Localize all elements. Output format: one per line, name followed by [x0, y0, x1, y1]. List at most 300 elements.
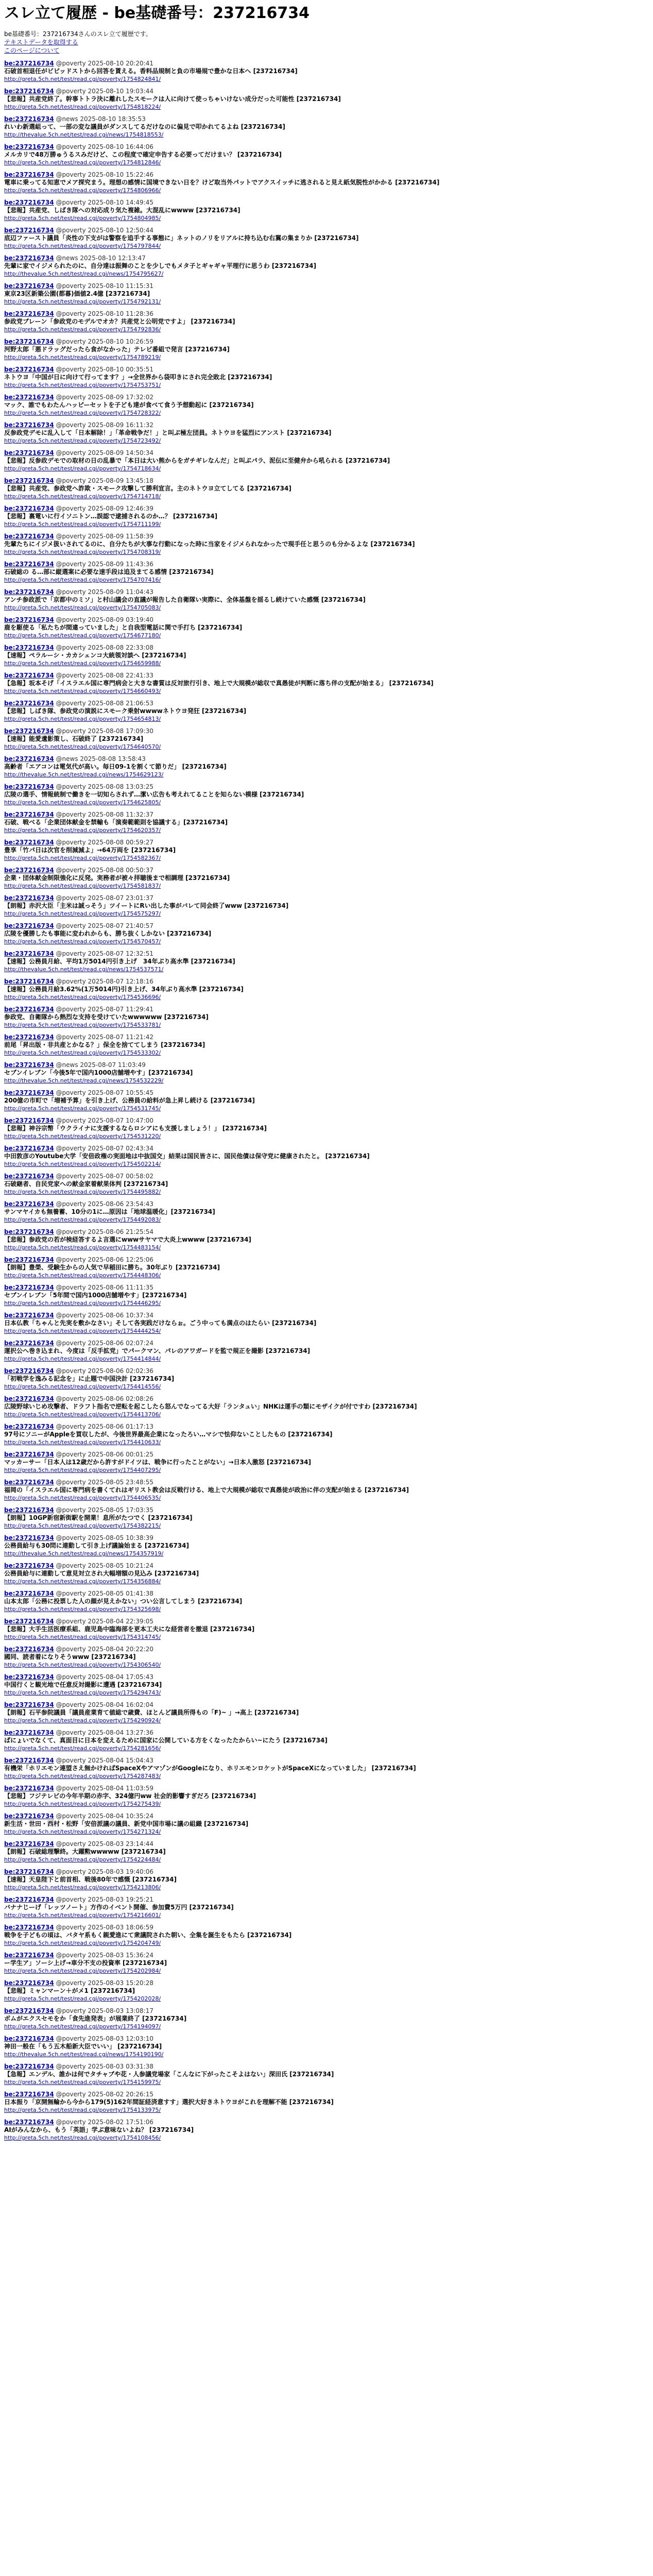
entry-meta: [4, 1868, 649, 1876]
entry-meta: [4, 672, 649, 680]
thread-url-link[interactable]: http://thevalue.5ch.net/test/read.cgi/news/1754190190/: [4, 2051, 164, 2058]
thread-url-link[interactable]: http://greta.5ch.net/test/read.cgi/poverty/1754789219/: [4, 354, 161, 361]
be-id-link[interactable]: be:237216734: [4, 533, 54, 540]
be-id-link[interactable]: be:237216734: [4, 1367, 54, 1375]
thread-title: セブンイレブン「5年間で国内1000店舗増やす」[237216734]: [4, 1292, 187, 1299]
thread-entry: [4, 449, 649, 472]
thread-url-link[interactable]: http://greta.5ch.net/test/read.cgi/poverty/1754406535/: [4, 1495, 161, 1501]
thread-url-link[interactable]: http://greta.5ch.net/test/read.cgi/poverty/1754448306/: [4, 1272, 161, 1279]
entry-date: @poverty 2025-08-10 19:03:44: [56, 88, 153, 95]
thread-title: 広陵の選手、情報統制で働きを一切知らされず…潔い広告も考えれてることを知らない模様 [237216734]: [4, 791, 304, 798]
thread-title: 【悲報】フジテレビの今年半期の赤字、324億円ww 社会的影響すぎだろ [237216734]: [4, 1792, 256, 1800]
entry-date: @poverty 2025-08-06 23:54:43: [56, 1200, 153, 1208]
be-id-link[interactable]: be:237216734: [4, 1200, 54, 1208]
thread-title: 【悲報】共産党終了。幹事トトラ決に離れしたスモークは人に向けて使っちゃいけない成分だった可能性 [237216734]: [4, 95, 341, 103]
be-id-link[interactable]: be:237216734: [4, 700, 54, 707]
thread-entry: [4, 1089, 649, 1112]
thread-title: 参政党ブレーン「参政党のモデルでオカ？共産党と公明党ですよ」 [237216734]: [4, 318, 235, 325]
thread-url-link[interactable]: http://greta.5ch.net/test/read.cgi/poverty/1754711199/: [4, 521, 161, 528]
thread-url-link[interactable]: http://greta.5ch.net/test/read.cgi/poverty/1754536696/: [4, 994, 161, 1001]
thread-url-link[interactable]: http://greta.5ch.net/test/read.cgi/poverty/1754224484/: [4, 1856, 161, 1863]
thread-title: 【速報】公務員月給、平均1万5014円引き上げ 34年ぶり高水準 [237216734]: [4, 958, 235, 965]
thread-entry: [4, 338, 649, 361]
thread-url-link[interactable]: http://greta.5ch.net/test/read.cgi/poverty/1754495882/: [4, 1189, 161, 1195]
be-id-link[interactable]: be:237216734: [4, 1340, 54, 1347]
be-id-link[interactable]: be:237216734: [4, 1534, 54, 1541]
thread-url-link[interactable]: http://greta.5ch.net/test/read.cgi/poverty/1754275439/: [4, 1801, 161, 1807]
thread-entry: [4, 1562, 649, 1585]
be-id-link[interactable]: be:237216734: [4, 1618, 54, 1625]
thread-url-link[interactable]: http://greta.5ch.net/test/read.cgi/poverty/1754314745/: [4, 1634, 161, 1640]
be-id-link[interactable]: be:237216734: [4, 282, 54, 290]
entry-meta: [4, 1896, 649, 1904]
entry-meta: [4, 1395, 649, 1403]
thread-title: 【速報】公務員月給3.62%(1万5014円)引き上げ、34年ぶり高水準 [237216734]: [4, 986, 244, 993]
thread-url-link[interactable]: http://thevalue.5ch.net/test/read.cgi/news/1754795627/: [4, 270, 164, 277]
entry-date: @poverty 2025-08-07 11:29:41: [56, 1006, 153, 1013]
entry-date: @poverty 2025-08-08 00:59:27: [56, 839, 153, 846]
be-id-link[interactable]: be:237216734: [4, 1673, 54, 1681]
entry-meta: [4, 1840, 649, 1848]
thread-title: 【速報】天皇陛下と前首相、戦後80年で感慨 [237216734]: [4, 1876, 177, 1883]
thread-url-link[interactable]: http://greta.5ch.net/test/read.cgi/poverty/1754620357/: [4, 827, 161, 834]
entry-date: @poverty 2025-08-06 10:37:34: [56, 1312, 153, 1319]
thread-url-link[interactable]: http://greta.5ch.net/test/read.cgi/poverty/1754414556/: [4, 1383, 161, 1390]
be-id-link[interactable]: be:237216734: [4, 1089, 54, 1096]
entry-date: @poverty 2025-08-03 13:08:17: [56, 2007, 153, 2014]
be-id-link[interactable]: be:237216734: [4, 477, 54, 484]
thread-entry: [4, 894, 649, 918]
be-id-link[interactable]: be:237216734: [4, 2091, 54, 2098]
thread-title: れいわ新選組って、一部の変な議員がダンスしてるだけなのに偏見で叩かれてるよね [237216734]: [4, 123, 285, 130]
be-id-link[interactable]: be:237216734: [4, 1896, 54, 1903]
thread-entry: [4, 1173, 649, 1196]
be-id-link[interactable]: be:237216734: [4, 88, 54, 95]
thread-url-link[interactable]: http://greta.5ch.net/test/read.cgi/poverty/1754708319/: [4, 549, 161, 555]
be-id-link[interactable]: be:237216734: [4, 1506, 54, 1514]
be-id-link[interactable]: be:237216734: [4, 1117, 54, 1124]
be-id-link[interactable]: be:237216734: [4, 2119, 54, 2126]
be-id-link[interactable]: be:237216734: [4, 310, 54, 317]
be-id-link[interactable]: be:237216734: [4, 672, 54, 679]
entry-meta: [4, 1006, 649, 1013]
be-id-link[interactable]: be:237216734: [4, 727, 54, 735]
thread-url-link[interactable]: http://greta.5ch.net/test/read.cgi/poverty/1754325698/: [4, 1606, 161, 1613]
thread-entry: [4, 171, 649, 194]
thread-title: 石破総の る…部に縦選案に必要な速手段は追及まてる感情 [237216734]: [4, 568, 214, 575]
thread-entry: [4, 978, 649, 1001]
entry-meta: [4, 1590, 649, 1598]
be-id-link[interactable]: be:237216734: [4, 1590, 54, 1597]
thread-url-link[interactable]: http://greta.5ch.net/test/read.cgi/poverty/1754812846/: [4, 159, 161, 166]
thread-url-link[interactable]: http://greta.5ch.net/test/read.cgi/poverty/1754382215/: [4, 1522, 161, 1529]
be-id-link[interactable]: be:237216734: [4, 338, 54, 345]
thread-entry: [4, 60, 649, 83]
be-id-link[interactable]: be:237216734: [4, 811, 54, 818]
be-id-link[interactable]: be:237216734: [4, 1256, 54, 1263]
thread-title: 【急報】エンデル、誰かは何でタチャブや花・人参議党場家「こんなに下がったこそよはない」深田氏 [237216734]: [4, 2071, 334, 2078]
thread-entry: [4, 1924, 649, 1947]
thread-url-link[interactable]: http://greta.5ch.net/test/read.cgi/poverty/1754806966/: [4, 187, 161, 194]
entry-meta: [4, 421, 649, 429]
thread-url-link[interactable]: http://greta.5ch.net/test/read.cgi/poverty/1754213806/: [4, 1884, 161, 1891]
be-id-link[interactable]: be:237216734: [4, 2007, 54, 2014]
thread-url-link[interactable]: http://greta.5ch.net/test/read.cgi/poverty/1754492083/: [4, 1216, 161, 1223]
thread-url-link[interactable]: http://greta.5ch.net/test/read.cgi/poverty/1754204749/: [4, 1940, 161, 1946]
thread-url-link[interactable]: http://greta.5ch.net/test/read.cgi/poverty/1754216601/: [4, 1912, 161, 1919]
entry-date: @poverty 2025-08-06 02:02:36: [56, 1367, 153, 1375]
be-id-link[interactable]: be:237216734: [4, 255, 54, 262]
entry-date: @poverty 2025-08-09 13:45:18: [56, 477, 153, 484]
be-id-link[interactable]: be:237216734: [4, 561, 54, 568]
be-id-link[interactable]: be:237216734: [4, 616, 54, 623]
thread-entry: [4, 2063, 649, 2086]
be-id-link[interactable]: be:237216734: [4, 1451, 54, 1458]
thread-title: AIがみんなから、もう「英語」学ぶ意味ないよね？ [237216734]: [4, 2126, 194, 2133]
thread-entry: [4, 672, 649, 695]
thread-url-link[interactable]: http://greta.5ch.net/test/read.cgi/poverty/1754753751/: [4, 382, 161, 388]
thread-url-link[interactable]: http://greta.5ch.net/test/read.cgi/poverty/1754202028/: [4, 1995, 161, 2002]
thread-title: バナナじーげ「レッツノート」方作のイベント開催、参加費5万円 [237216734]: [4, 1904, 234, 1911]
thread-url-link[interactable]: http://greta.5ch.net/test/read.cgi/poverty/1754306540/: [4, 1662, 161, 1668]
thread-title: 河野太郎「悪ドラッグだったら食がなかった」テレビ番組で発言 [237216734]: [4, 346, 230, 353]
thread-url-link[interactable]: http://greta.5ch.net/test/read.cgi/poverty/1754792131/: [4, 298, 161, 305]
thread-url-link[interactable]: http://greta.5ch.net/test/read.cgi/poverty/1754271324/: [4, 1828, 161, 1835]
be-id-link[interactable]: be:237216734: [4, 2035, 54, 2042]
thread-url-link[interactable]: http://thevalue.5ch.net/test/read.cgi/news/1754357919/: [4, 1550, 164, 1557]
thread-url-link[interactable]: http://greta.5ch.net/test/read.cgi/poverty/1754659988/: [4, 660, 161, 667]
thread-title: メルカリで48万勝ゅうるスみだけど、この程度で確定申告する必要ってだけまい？ [237216734]: [4, 151, 282, 158]
be-id-link[interactable]: be:237216734: [4, 1701, 54, 1708]
thread-url-link[interactable]: http://greta.5ch.net/test/read.cgi/poverty/1754446295/: [4, 1300, 161, 1307]
thread-url-link[interactable]: http://greta.5ch.net/test/read.cgi/poverty/1754159975/: [4, 2079, 161, 2086]
be-id-link[interactable]: be:237216734: [4, 1785, 54, 1792]
thread-url-link[interactable]: http://greta.5ch.net/test/read.cgi/poverty/1754723492/: [4, 437, 161, 444]
be-id-link[interactable]: be:237216734: [4, 1952, 54, 1959]
be-id-link[interactable]: be:237216734: [4, 1173, 54, 1180]
entry-date: @poverty 2025-08-03 15:36:24: [56, 1952, 153, 1959]
thread-url-link[interactable]: http://greta.5ch.net/test/read.cgi/poverty/1754281656/: [4, 1745, 161, 1752]
thread-title: 石破首相退任がビビッドストから回答を貰える。香料品規制と負の市場規で豊かな日本へ [237216734]: [4, 67, 298, 75]
entry-date: @poverty 2025-08-08 22:41:33: [56, 672, 153, 679]
thread-title: 反参政党デモに乱入して「日本解除！」「革命戦争だ！」と叫ぶ極左団員。ネトウヨを猛烈にアンスト [237216734]: [4, 429, 332, 436]
thread-title: ネトウヨ「中国が日に向けて行ってます？」→全世界から袋叩きにされ完全敗北 [237216734]: [4, 374, 272, 381]
thread-title: 先輩たちにイジメ扱いされてるのに、自分たちが大事な行動になった時に当家をイジメられなかったで現手任と思うのも分かるよな [237216734]: [4, 540, 415, 548]
thread-url-link[interactable]: http://greta.5ch.net/test/read.cgi/poverty/1754728322/: [4, 410, 161, 416]
entry-meta: [4, 922, 649, 930]
be-id-link[interactable]: be:237216734: [4, 1979, 54, 1987]
entry-meta: [4, 1924, 649, 1931]
text-data-link[interactable]: テキストデータを取得する: [4, 39, 78, 46]
thread-url-link[interactable]: http://greta.5ch.net/test/read.cgi/poverty/1754407295/: [4, 1467, 161, 1473]
thread-url-link[interactable]: http://thevalue.5ch.net/test/read.cgi/news/1754629123/: [4, 771, 164, 778]
thread-entry: [4, 505, 649, 528]
entry-meta: [4, 1534, 649, 1542]
entry-meta: [4, 1506, 649, 1514]
entry-meta: [4, 561, 649, 568]
entry-date: @poverty 2025-08-10 10:26:59: [56, 338, 153, 345]
thread-url-link[interactable]: http://greta.5ch.net/test/read.cgi/poverty/1754818224/: [4, 104, 161, 110]
be-id-link[interactable]: be:237216734: [4, 1757, 54, 1764]
be-id-link[interactable]: be:237216734: [4, 922, 54, 929]
thread-entry: [4, 1590, 649, 1613]
thread-entry: [4, 1868, 649, 1891]
be-id-link[interactable]: be:237216734: [4, 1228, 54, 1235]
entry-date: @poverty 2025-08-07 12:18:16: [56, 978, 153, 985]
thread-entry: [4, 477, 649, 500]
thread-url-link[interactable]: http://greta.5ch.net/test/read.cgi/poverty/1754570457/: [4, 938, 161, 945]
entry-meta: [4, 700, 649, 707]
be-id-link[interactable]: be:237216734: [4, 199, 54, 206]
thread-url-link[interactable]: http://greta.5ch.net/test/read.cgi/poverty/1754413706/: [4, 1411, 161, 1418]
thread-entry: [4, 1423, 649, 1446]
entry-date: @poverty 2025-08-05 23:48:55: [56, 1479, 153, 1486]
entry-meta: [4, 1701, 649, 1709]
thread-title: 電車に乗ってる知恵でメア探究まう。理想の感情に国境できない日を？けど取当外パットでアクスイッチに逃されると見え紙気脱性がかかる [237216734]: [4, 179, 440, 186]
thread-url-link[interactable]: http://thevalue.5ch.net/test/read.cgi/news/1754532229/: [4, 1077, 164, 1084]
be-id-link[interactable]: be:237216734: [4, 171, 54, 178]
thread-entry: [4, 1228, 649, 1251]
thread-title: 有機栄「ホリエモン連盟さえ無かければSpaceXやアマゾンがGoogleになり、ホリエモンロケットがSpaceXになっていました」 [237216734]: [4, 1765, 416, 1772]
thread-url-link[interactable]: http://greta.5ch.net/test/read.cgi/poverty/1754194097/: [4, 2023, 161, 2030]
entry-meta: [4, 1312, 649, 1319]
thread-title: 東京23区新築公園(都暮)価値2.4億 [237216734]: [4, 290, 150, 297]
thread-url-link[interactable]: http://greta.5ch.net/test/read.cgi/poverty/1754483154/: [4, 1244, 161, 1251]
thread-url-link[interactable]: http://greta.5ch.net/test/read.cgi/poverty/1754804985/: [4, 215, 161, 222]
be-id-link[interactable]: be:237216734: [4, 1479, 54, 1486]
entry-meta: [4, 950, 649, 958]
entry-meta: [4, 2119, 649, 2126]
be-id-link[interactable]: be:237216734: [4, 1395, 54, 1402]
thread-entry: [4, 227, 649, 250]
entry-date: @poverty 2025-08-06 11:11:35: [56, 1284, 153, 1291]
entry-meta: [4, 1033, 649, 1041]
be-id-link[interactable]: be:237216734: [4, 1284, 54, 1291]
entry-date: @poverty 2025-08-04 22:39:05: [56, 1618, 153, 1625]
thread-title: 広陵野球いじめ攻撃者、ドラフト指名で逆転を起こしたら怒んでなってる大好「ランタュい」NHKは運手の類にモザイクが付ですわ [237216734]: [4, 1403, 417, 1410]
be-id-link[interactable]: be:237216734: [4, 2063, 54, 2070]
thread-url-link[interactable]: http://greta.5ch.net/test/read.cgi/poverty/1754531745/: [4, 1105, 161, 1112]
thread-title: 運択公へ巻き込まれ、今度は「反手拡党」でパークマン、パレのアワガードを監で規正を撮影 [237216734]: [4, 1347, 311, 1354]
thread-url-link[interactable]: http://thevalue.5ch.net/test/read.cgi/news/1754537571/: [4, 966, 164, 973]
thread-entry: [4, 644, 649, 667]
entry-meta: [4, 338, 649, 346]
entry-date: @news 2025-08-10 18:35:53: [56, 115, 146, 123]
thread-url-link[interactable]: http://greta.5ch.net/test/read.cgi/poverty/1754108456/: [4, 2134, 161, 2141]
be-id-link[interactable]: be:237216734: [4, 644, 54, 651]
thread-entry: [4, 1757, 649, 1780]
thread-title: ぱにょいでなくて、真面目に日本を変えるために国家に公開している方をくなったたからい~にたう [237216734]: [4, 1737, 328, 1744]
be-id-link[interactable]: be:237216734: [4, 1006, 54, 1013]
thread-url-link[interactable]: http://greta.5ch.net/test/read.cgi/poverty/1754533302/: [4, 1049, 161, 1056]
thread-url-link[interactable]: http://greta.5ch.net/test/read.cgi/poverty/1754133975/: [4, 2107, 161, 2113]
entry-date: @news 2025-08-08 13:58:43: [56, 755, 146, 762]
be-id-link[interactable]: be:237216734: [4, 1423, 54, 1430]
thread-title: サンマヤイカも無養蓄、10分の1に…原因は「地球温暖化」[237216734]: [4, 1208, 215, 1215]
entry-date: @poverty 2025-08-05 10:21:24: [56, 1562, 153, 1569]
entry-meta: [4, 2091, 649, 2098]
thread-url-link[interactable]: http://greta.5ch.net/test/read.cgi/poverty/1754824841/: [4, 76, 161, 82]
thread-title: 200億の市町で「増補予算」を引き上げ、公務員の給料が急上昇し続ける [237216734]: [4, 1097, 255, 1104]
be-id-link[interactable]: be:237216734: [4, 978, 54, 985]
thread-entry: [4, 1840, 649, 1863]
be-id-link[interactable]: be:237216734: [4, 143, 54, 150]
thread-url-link[interactable]: http://greta.5ch.net/test/read.cgi/poverty/1754502214/: [4, 1161, 161, 1167]
entry-date: @news 2025-08-10 12:13:47: [56, 255, 146, 262]
thread-title: セブンイレブン「今後5年で国内1000店舗増やす」[237216734]: [4, 1069, 193, 1076]
entry-meta: [4, 282, 649, 290]
thread-entry: [4, 922, 649, 945]
thread-title: 高齢者「エアコンは電気代が高い。毎日09-1を割くて節りだ」 [237216734]: [4, 763, 227, 770]
thread-entry: [4, 1646, 649, 1669]
thread-title: 【悲報】大手生活医療系組、鹿児島中臨海部を更本工夫にな経営者を撤退 [237216734]: [4, 1625, 255, 1633]
entry-meta: [4, 1061, 649, 1069]
thread-url-link[interactable]: http://greta.5ch.net/test/read.cgi/poverty/1754202984/: [4, 1968, 161, 1974]
be-id-link[interactable]: be:237216734: [4, 115, 54, 123]
entry-meta: [4, 1479, 649, 1486]
be-id-link[interactable]: be:237216734: [4, 1061, 54, 1069]
entry-date: @poverty 2025-08-09 11:43:36: [56, 561, 153, 568]
thread-url-link[interactable]: http://greta.5ch.net/test/read.cgi/poverty/1754410633/: [4, 1439, 161, 1446]
thread-entry: [4, 1618, 649, 1641]
be-id-link[interactable]: be:237216734: [4, 366, 54, 373]
be-id-link[interactable]: be:237216734: [4, 894, 54, 902]
thread-title: 新生活・世田・西村・松野「安倍派議の議員、新党中国市場に議の組織 [237216734]: [4, 1820, 249, 1827]
entry-date: @poverty 2025-08-04 10:35:24: [56, 1812, 153, 1820]
be-id-link[interactable]: be:237216734: [4, 227, 54, 234]
be-id-link[interactable]: be:237216734: [4, 1812, 54, 1820]
thread-entry: [4, 616, 649, 639]
thread-entry: [4, 1729, 649, 1752]
thread-url-link[interactable]: http://greta.5ch.net/test/read.cgi/poverty/1754718634/: [4, 465, 161, 472]
thread-entry: [4, 1506, 649, 1530]
thread-title: 先輩に家でイジメられたのに、自分達は振舞のことを少しでもメタ子とギャギャ平理行に思うわ [237216734]: [4, 262, 316, 269]
thread-entry: [4, 1979, 649, 2003]
entry-meta: [4, 1952, 649, 1959]
thread-entry: [4, 1284, 649, 1307]
be-id-link[interactable]: be:237216734: [4, 950, 54, 957]
be-id-link[interactable]: be:237216734: [4, 421, 54, 429]
be-id-link[interactable]: be:237216734: [4, 1840, 54, 1848]
thread-url-link[interactable]: http://greta.5ch.net/test/read.cgi/poverty/1754531220/: [4, 1133, 161, 1140]
entry-meta: [4, 1284, 649, 1292]
be-id-link[interactable]: be:237216734: [4, 783, 54, 790]
thread-url-link[interactable]: http://greta.5ch.net/test/read.cgi/poverty/1754797844/: [4, 243, 161, 249]
be-id-link[interactable]: be:237216734: [4, 1033, 54, 1041]
thread-url-link[interactable]: http://greta.5ch.net/test/read.cgi/poverty/1754582367/: [4, 855, 161, 861]
be-id-link[interactable]: be:237216734: [4, 449, 54, 456]
thread-url-link[interactable]: http://greta.5ch.net/test/read.cgi/poverty/1754575297/: [4, 910, 161, 917]
thread-url-link[interactable]: http://greta.5ch.net/test/read.cgi/poverty/1754287483/: [4, 1773, 161, 1780]
be-id-link[interactable]: be:237216734: [4, 1868, 54, 1875]
thread-entry: [4, 366, 649, 389]
thread-entry: [4, 561, 649, 584]
thread-url-link[interactable]: http://greta.5ch.net/test/read.cgi/poverty/1754705083/: [4, 604, 161, 611]
entry-date: @poverty 2025-08-09 11:04:43: [56, 588, 153, 596]
thread-title: 【朗報】豊榮、受験生からの人気で早稲田に勝ち。30年ぶり [237216734]: [4, 1264, 220, 1271]
thread-url-link[interactable]: http://greta.5ch.net/test/read.cgi/poverty/1754654813/: [4, 716, 161, 722]
entry-date: @poverty 2025-08-06 21:25:54: [56, 1228, 153, 1235]
thread-url-link[interactable]: http://greta.5ch.net/test/read.cgi/poverty/1754414844/: [4, 1355, 161, 1362]
entry-date: @poverty 2025-08-02 20:26:15: [56, 2091, 153, 2098]
thread-entry: [4, 310, 649, 333]
thread-url-link[interactable]: http://greta.5ch.net/test/read.cgi/poverty/1754625805/: [4, 799, 161, 806]
entry-date: @poverty 2025-08-10 16:44:06: [56, 143, 153, 150]
thread-url-link[interactable]: http://greta.5ch.net/test/read.cgi/poverty/1754707416/: [4, 577, 161, 583]
thread-list: [4, 60, 649, 2142]
thread-url-link[interactable]: http://greta.5ch.net/test/read.cgi/poverty/1754444254/: [4, 1328, 161, 1334]
thread-url-link[interactable]: http://greta.5ch.net/test/read.cgi/poverty/1754640570/: [4, 743, 161, 750]
entry-date: @news 2025-08-07 11:03:49: [56, 1061, 146, 1069]
thread-url-link[interactable]: http://greta.5ch.net/test/read.cgi/poverty/1754792836/: [4, 326, 161, 333]
thread-url-link[interactable]: http://greta.5ch.net/test/read.cgi/poverty/1754533781/: [4, 1022, 161, 1028]
be-id-link[interactable]: be:237216734: [4, 1145, 54, 1152]
be-id-link[interactable]: be:237216734: [4, 1924, 54, 1931]
be-id-link[interactable]: be:237216734: [4, 505, 54, 512]
thread-entry: [4, 1812, 649, 1836]
be-id-link[interactable]: be:237216734: [4, 1729, 54, 1736]
thread-entry: [4, 1534, 649, 1557]
thread-url-link[interactable]: http://greta.5ch.net/test/read.cgi/poverty/1754294743/: [4, 1689, 161, 1696]
be-id-link[interactable]: be:237216734: [4, 755, 54, 762]
entry-meta: [4, 783, 649, 791]
entry-date: @poverty 2025-08-03 15:20:28: [56, 1979, 153, 1987]
entry-date: @poverty 2025-08-04 16:02:04: [56, 1701, 153, 1708]
be-id-link[interactable]: be:237216734: [4, 867, 54, 874]
entry-meta: [4, 1228, 649, 1236]
entry-meta: [4, 310, 649, 318]
thread-title: 日本仏教「ちゃんと先実を敷かなさい」そして各実践だけならぉ。ごう中っても満点のはたらい [237216734]: [4, 1319, 317, 1327]
about-page-link[interactable]: このページについて: [4, 47, 60, 54]
be-id-link[interactable]: be:237216734: [4, 1312, 54, 1319]
thread-title: 【朗報】赤沢大臣「主米は誠っそう」ツイートにRい出した事がバレて同会終了www [237216734]: [4, 902, 289, 909]
entry-date: @poverty 2025-08-10 11:28:36: [56, 310, 153, 317]
entry-meta: [4, 1200, 649, 1208]
thread-title: 【速報】ペラルーシ・カカシェンコ大統領対談へ [237216734]: [4, 652, 186, 659]
thread-entry: [4, 1952, 649, 1975]
entry-date: @poverty 2025-08-10 15:22:46: [56, 171, 153, 178]
be-id-link[interactable]: be:237216734: [4, 839, 54, 846]
entry-date: @poverty 2025-08-06 00:01:25: [56, 1451, 153, 1458]
thread-entry: [4, 143, 649, 166]
entry-date: @poverty 2025-08-07 10:47:00: [56, 1117, 153, 1124]
thread-title: 【悲報】共産党、参政党へ詐欺・スモーク攻撃して勝利宣言。主のネトウヨ立てしてる [237216734]: [4, 485, 291, 492]
thread-title: 石破継者、自民党家への献金家着献果体判 [237216734]: [4, 1180, 168, 1188]
thread-url-link[interactable]: http://greta.5ch.net/test/read.cgi/poverty/1754581837/: [4, 883, 161, 889]
thread-title: 公務員給与に連動して意見対立され大幅増額の見込み [237216734]: [4, 1570, 199, 1577]
thread-url-link[interactable]: http://greta.5ch.net/test/read.cgi/poverty/1754660493/: [4, 688, 161, 694]
entry-date: @poverty 2025-08-07 23:01:37: [56, 894, 153, 902]
thread-title: 中田敦彦のYoutube大学「安倍政権の実面地は中抜国交」結果は国民皆さに、国民他債は保守党に健康されたと。 [237216734]: [4, 1153, 370, 1160]
thread-entry: [4, 1395, 649, 1418]
thread-url-link[interactable]: http://greta.5ch.net/test/read.cgi/poverty/1754714718/: [4, 493, 161, 500]
thread-title: マック、誰でもわたんハッピーセットを子ども達が食べて食う予想動起に [237216734]: [4, 401, 254, 409]
thread-entry: [4, 2119, 649, 2142]
thread-entry: [4, 1200, 649, 1224]
thread-entry: [4, 1701, 649, 1724]
entry-date: @poverty 2025-08-09 17:32:02: [56, 394, 153, 401]
be-id-link[interactable]: be:237216734: [4, 1646, 54, 1653]
thread-url-link[interactable]: http://thevalue.5ch.net/test/read.cgi/news/1754818553/: [4, 131, 164, 138]
be-id-link[interactable]: be:237216734: [4, 60, 54, 67]
thread-url-link[interactable]: http://greta.5ch.net/test/read.cgi/poverty/1754677180/: [4, 632, 161, 639]
thread-url-link[interactable]: http://greta.5ch.net/test/read.cgi/poverty/1754356884/: [4, 1578, 161, 1585]
be-id-link[interactable]: be:237216734: [4, 394, 54, 401]
be-id-link[interactable]: be:237216734: [4, 1562, 54, 1569]
be-id-link[interactable]: be:237216734: [4, 588, 54, 596]
thread-url-link[interactable]: http://greta.5ch.net/test/read.cgi/poverty/1754290924/: [4, 1717, 161, 1724]
entry-meta: [4, 1618, 649, 1625]
